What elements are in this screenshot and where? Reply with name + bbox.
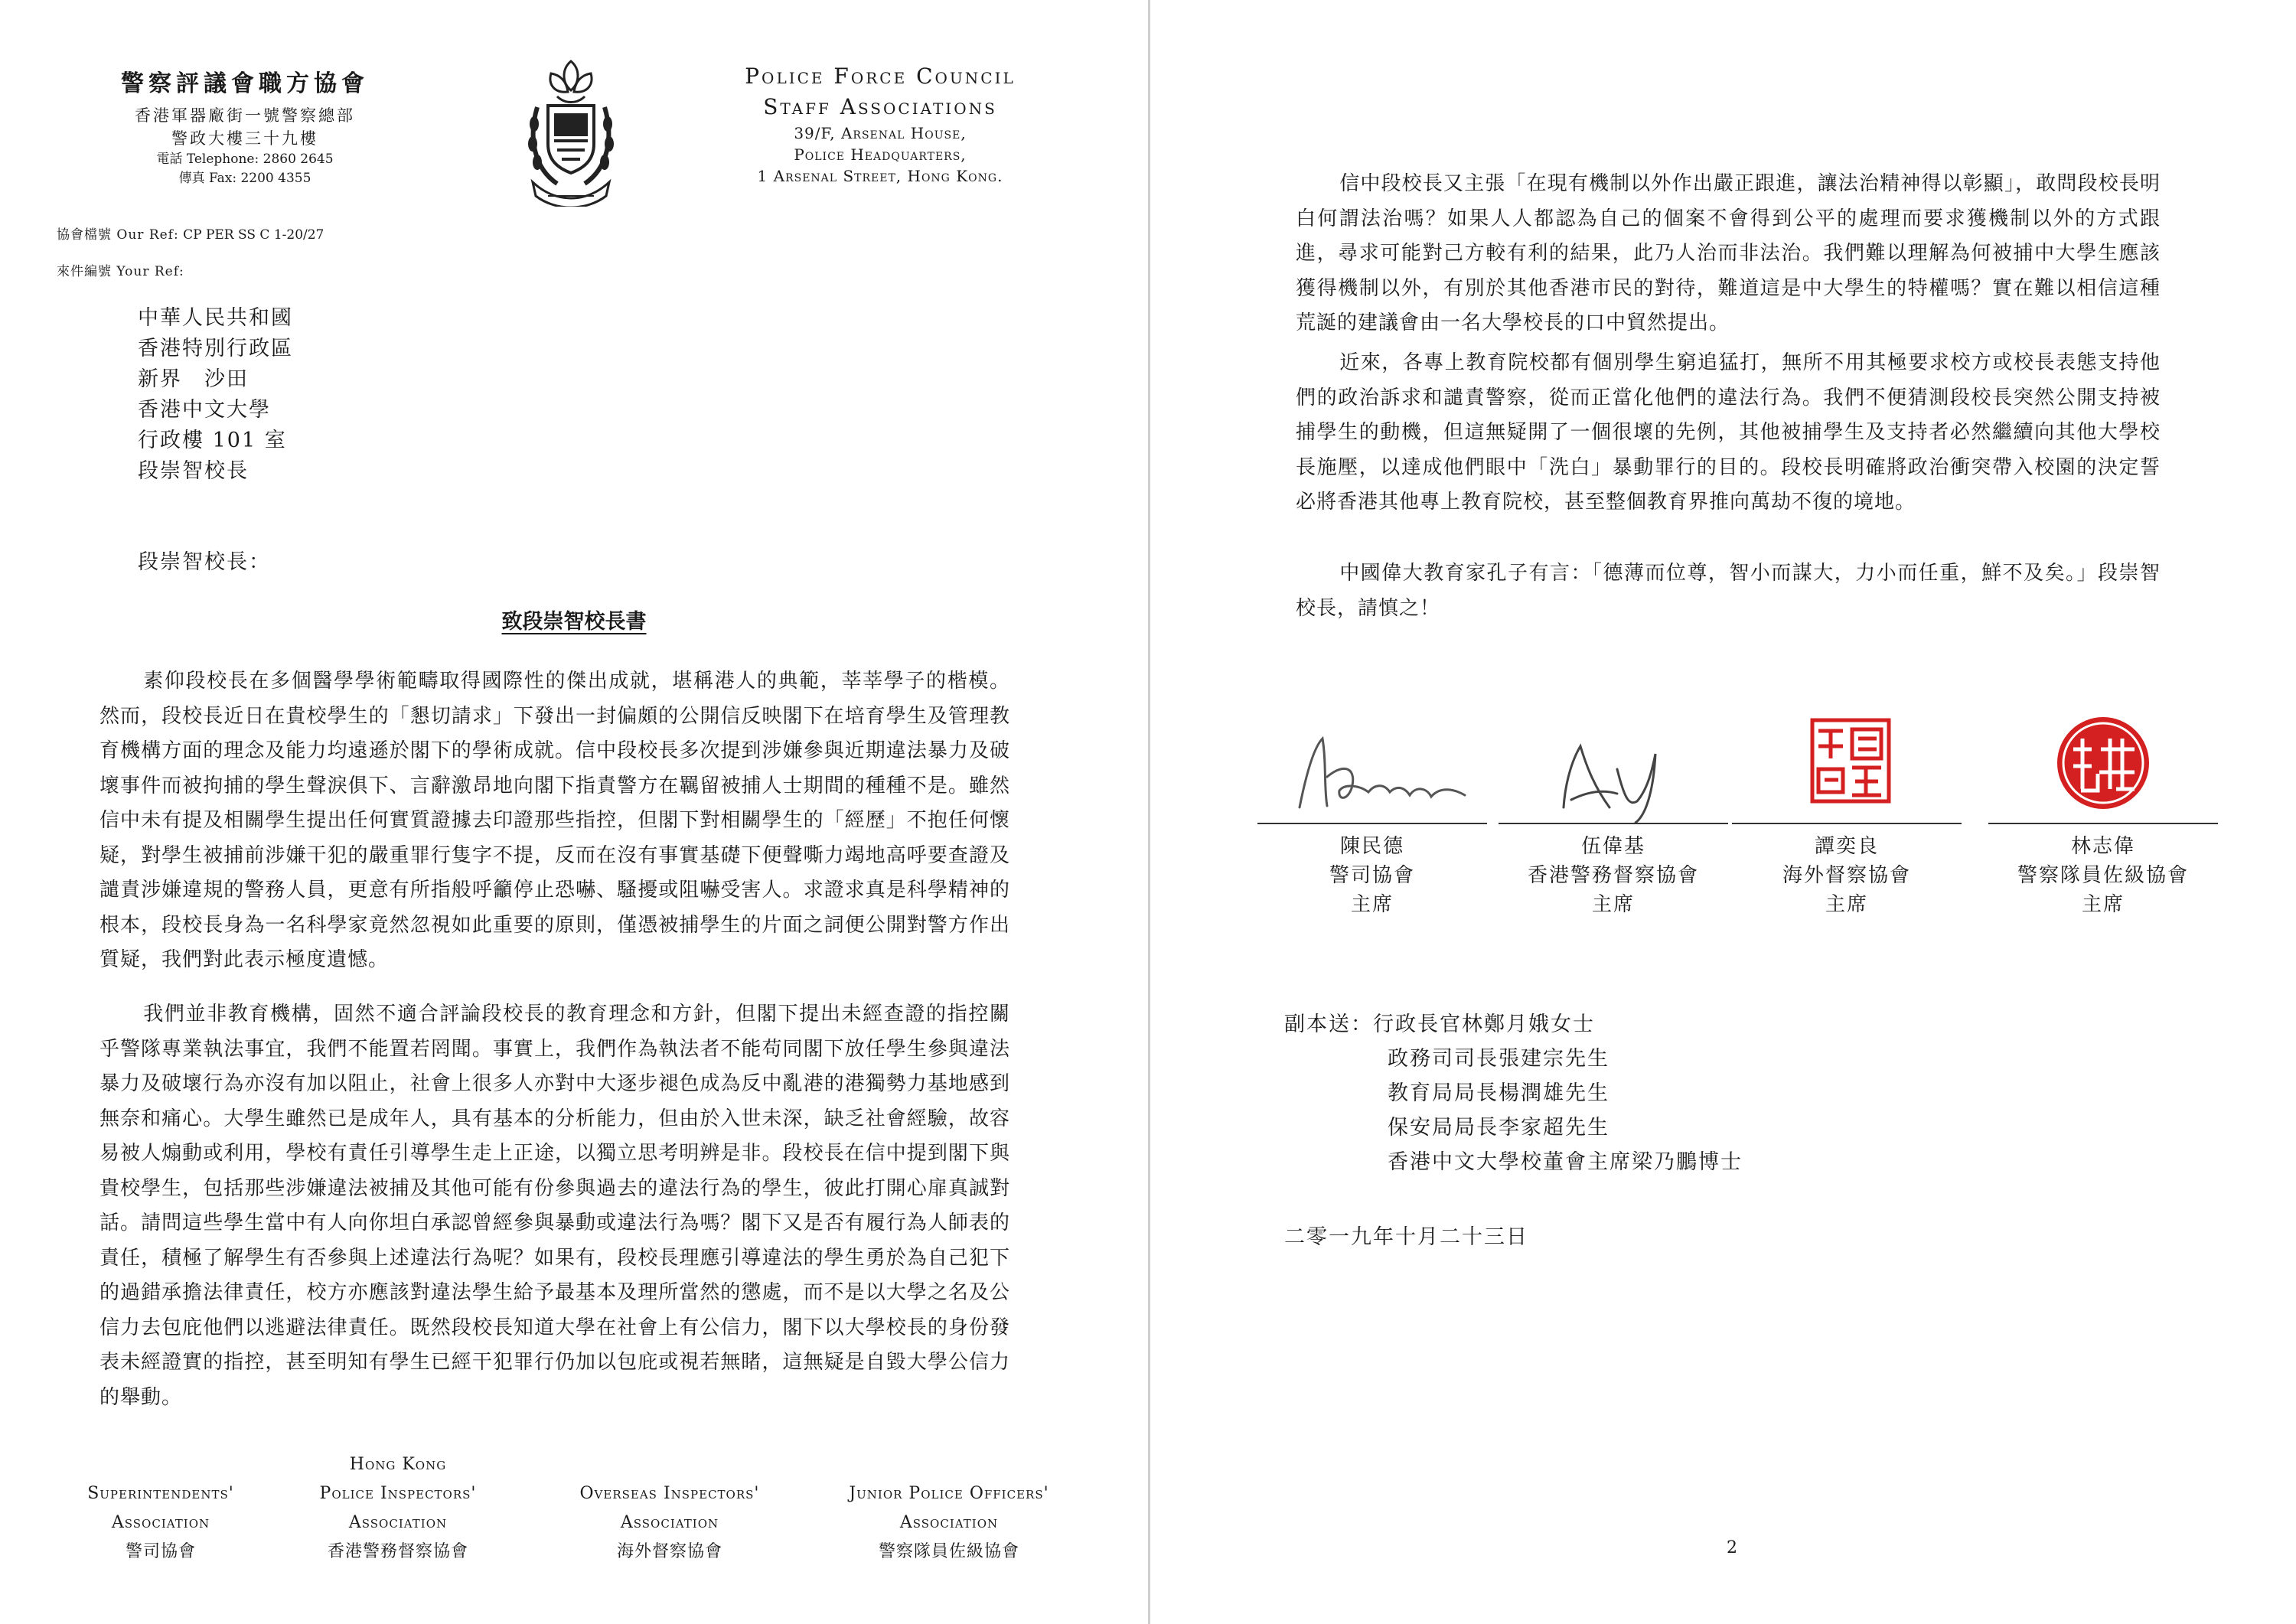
signatory-name: 林志偉 xyxy=(2070,835,2135,858)
cc-recipient: 政務司司長張建宗先生 xyxy=(1388,1047,1609,1071)
footer-association-1 xyxy=(46,1450,276,1567)
footer-en-line: Junior Police Officers' xyxy=(849,1484,1049,1503)
our-ref xyxy=(57,217,324,253)
body-paragraph-5 xyxy=(1296,556,2161,626)
signatory-name: 譚奕良 xyxy=(1814,835,1879,858)
signatory-name: 陳民德 xyxy=(1339,835,1404,858)
body-paragraph-1 xyxy=(99,664,1010,978)
recipient-line: 段崇智校長 xyxy=(138,459,249,483)
handwritten-signature-2 xyxy=(1495,716,1732,823)
paragraph-text: 信中段校長又主張「在現有機制以外作出嚴正跟進，讓法治精神得以彰顯」，敢問段校長明白何謂法治嗎？如果人人都認為自己的個案不會得到公平的處理而要求獲機制以外的方式跟進，尋求可能對己方較有利的結果，此乃人治而非法治。我們難以理解為何被捕中大學生應該獲得機制以外，有別於其他香港市民的對待，難道這是中大學生的特權嗎？實在難以相信這種荒誕的建議會由一名大學校長的口中貿然提出。 xyxy=(1296,172,2161,334)
handwritten-signature-1 xyxy=(1254,716,1491,823)
footer-en-line: Hong Kong xyxy=(349,1455,447,1474)
cc-row xyxy=(1284,1110,1743,1145)
letterhead-english xyxy=(712,61,1049,187)
address-cn-line-1: 香港軍器廠街一號警察總部 xyxy=(135,106,355,125)
cc-recipient: 行政長官林鄭月娥女士 xyxy=(1373,1013,1595,1036)
footer-cn-name: 香港警務督察協會 xyxy=(327,1542,468,1561)
signatory-3 xyxy=(1728,716,1965,919)
footer-en-line: Association xyxy=(111,1513,210,1532)
footer-cn-name: 警司協會 xyxy=(125,1542,196,1561)
signatory-title: 主席 xyxy=(1825,893,1868,916)
letter-page-2 xyxy=(1150,0,2296,1624)
body-paragraph-3 xyxy=(1296,167,2161,341)
footer-cn-name: 警察隊員佐級協會 xyxy=(878,1542,1019,1561)
fax-number: 傳真 Fax: 2200 4355 xyxy=(178,171,311,186)
page-number: 2 xyxy=(1727,1538,1737,1557)
recipient-line: 香港中文大學 xyxy=(138,398,271,422)
address-cn-line-2: 警政大樓三十九樓 xyxy=(171,129,318,148)
signatory-title: 主席 xyxy=(1591,893,1635,916)
footer-en-line: Police Inspectors' xyxy=(319,1484,477,1503)
address-en-line-1: 39/F, Arsenal House, xyxy=(794,124,967,142)
signatory-1 xyxy=(1254,716,1491,919)
cc-row xyxy=(1284,1076,1743,1110)
cc-row xyxy=(1284,1145,1743,1179)
your-ref-label: 來件編號 Your Ref: xyxy=(57,264,184,279)
footer-en-line xyxy=(46,1450,276,1479)
footer-en-line: Association xyxy=(899,1513,999,1532)
footer-en-line: Overseas Inspectors' xyxy=(579,1484,760,1503)
letterhead-chinese xyxy=(92,64,398,188)
recipient-address xyxy=(138,303,293,487)
police-crest-icon xyxy=(517,54,625,207)
cc-label: 副本送： xyxy=(1284,1013,1373,1036)
letter-subject xyxy=(0,605,1148,634)
cc-row xyxy=(1284,1042,1743,1076)
cc-recipient: 香港中文大學校董會主席梁乃鵬博士 xyxy=(1388,1150,1743,1174)
footer-en-line: Association xyxy=(348,1513,448,1532)
recipient-line: 行政樓 101 室 xyxy=(138,429,287,452)
reference-block xyxy=(57,217,324,290)
paragraph-text: 中國偉大教育家孔子有言：「德薄而位尊，智小而謀大，力小而任重，鮮不及矣。」段崇智校長，請慎之！ xyxy=(1296,562,2161,620)
address-en-line-2: Police Headquarters, xyxy=(794,145,967,164)
paragraph-text: 我們並非教育機構，固然不適合評論段校長的教育理念和方針，但閣下提出未經查證的指控關乎警隊專業執法事宜，我們不能置若罔聞。事實上，我們作為執法者不能苟同閣下放任學生參與違法暴力及破壞行為亦沒有加以阻止，社會上很多人亦對中大逐步褪色成為反中亂港的港獨勢力基地感到無奈和痛心。大學生雖然已是成年人，具有基本的分析能力，但由於入世未深，缺乏社會經驗，故容易被人煽動或利用，學校有責任引導學生走上正途，以獨立思考明辨是非。段校長在信中提到閣下與貴校學生，包括那些涉嫌違法被捕及其他可能有份參與過去的違法行為的學生，彼此打開心扉真誠對話。請問這些學生當中有人向你坦白承認曾經參與暴動或違法行為嗎？閣下又是否有履行為人師表的責任，積極了解學生有否參與上述違法行為呢？如果有，段校長理應引導違法的學生勇於為自己犯下的過錯承擔法律責任，校方亦應該對違法學生給予最基本及理所當然的懲處，而不是以大學之名及公信力去包庇他們以逃避法律責任。既然段校長知道大學在社會上有公信力，閣下以大學校長的身份發表未經證實的指控，甚至明知有學生已經干犯罪行仍加以包庇或視若無睹，這無疑是自毀大學公信力的舉動。 xyxy=(99,1003,1010,1409)
address-en-line-3: 1 Arsenal Street, Hong Kong. xyxy=(757,167,1003,185)
signatory-association: 警察隊員佐級協會 xyxy=(2017,864,2189,887)
org-name-en-line-2: Staff Associations xyxy=(763,94,997,119)
recipient-line: 新界 沙田 xyxy=(138,367,249,391)
phone-number: 電話 Telephone: 2860 2645 xyxy=(156,152,334,167)
footer-association-3 xyxy=(555,1450,784,1567)
body-paragraph-4 xyxy=(1296,346,2161,520)
footer-association-4 xyxy=(827,1450,1071,1567)
signatory-association: 香港警務督察協會 xyxy=(1527,864,1699,887)
signature-line xyxy=(1988,823,2218,824)
paragraph-text: 素仰段校長在多個醫學學術範疇取得國際性的傑出成就，堪稱港人的典範，莘莘學子的楷模。然而，段校長近日在貴校學生的「懇切請求」下發出一封偏頗的公開信反映閣下在培育學生及管理教育機構方面的理念及能力均遠遜於閣下的學術成就。信中段校長多次提到涉嫌參與近期違法暴力及破壞事件而被拘捕的學生聲淚俱下、言辭激昂地向閣下指責警方在羈留被捕人士期間的種種不是。雖然信中未有提及相關學生提出任何實質證據去印證那些指控，但閣下對相關學生的「經歷」不抱任何懷疑，對學生被捕前涉嫌干犯的嚴重罪行隻字不提，反而在沒有事實基礎下便聲嘶力竭地高呼要查證及譴責涉嫌違規的警務人員，更意有所指般呼籲停止恐嚇、騷擾或阻嚇受害人。求證求真是科學精神的根本，段校長身為一名科學家竟然忽視如此重要的原則，僅憑被捕學生的片面之詞便公開對警方作出質疑，我們對此表示極度遺憾。 xyxy=(99,670,1010,971)
signatory-title: 主席 xyxy=(1350,893,1394,916)
footer-en-line xyxy=(827,1450,1071,1479)
signatory-2 xyxy=(1495,716,1732,919)
paragraph-text: 近來，各專上教育院校都有個別學生窮追猛打，無所不用其極要求校方或校長表態支持他們的政治訴求和譴責警察，從而正當化他們的違法行為。我們不便猜測段校長突然公開支持被捕學生的動機，但這無疑開了一個很壞的先例，其他被捕學生及支持者必然繼續向其他大學校長施壓，以達成他們眼中「洗白」暴動罪行的目的。段校長明確將政治衝突帶入校園的決定誓必將香港其他專上教育院校，甚至整個教育界推向萬劫不復的境地。 xyxy=(1296,351,2161,514)
salutation: 段崇智校長： xyxy=(138,550,271,574)
square-seal-icon xyxy=(1728,716,1965,823)
signature-line xyxy=(1499,823,1728,824)
signatory-association: 警司協會 xyxy=(1329,864,1415,887)
signature-line xyxy=(1257,823,1487,824)
your-ref xyxy=(57,253,324,290)
our-ref-value: CP PER SS C 1-20/27 xyxy=(183,227,325,243)
footer-en-line: Association xyxy=(620,1513,719,1532)
round-seal-icon xyxy=(1985,716,2222,823)
footer-cn-name: 海外督察協會 xyxy=(616,1542,722,1561)
our-ref-label: 協會檔號 Our Ref: xyxy=(57,227,179,243)
signatory-title: 主席 xyxy=(2081,893,2125,916)
letter-date: 二零一九年十月二十三日 xyxy=(1284,1225,1528,1249)
org-name-en-line-1: Police Force Council xyxy=(745,64,1016,89)
footer-en-line xyxy=(555,1450,784,1479)
signatory-association: 海外督察協會 xyxy=(1782,864,1911,887)
cc-recipient: 保安局局長李家超先生 xyxy=(1388,1116,1609,1140)
footer-en-line: Superintendents' xyxy=(87,1484,234,1503)
body-paragraph-2 xyxy=(99,997,1010,1415)
recipient-line: 中華人民共和國 xyxy=(138,306,293,330)
signatory-name: 伍偉基 xyxy=(1580,835,1645,858)
cc-row xyxy=(1284,1007,1743,1042)
signatory-4 xyxy=(1985,716,2222,919)
org-name-cn: 警察評議會職方協會 xyxy=(121,70,369,97)
cc-recipient: 教育局局長楊潤雄先生 xyxy=(1388,1081,1609,1105)
subject-text: 致段崇智校長書 xyxy=(501,610,647,634)
recipient-line: 香港特別行政區 xyxy=(138,337,293,360)
footer-association-2 xyxy=(283,1450,513,1567)
signature-line xyxy=(1732,823,1962,824)
cc-list xyxy=(1284,1007,1743,1179)
